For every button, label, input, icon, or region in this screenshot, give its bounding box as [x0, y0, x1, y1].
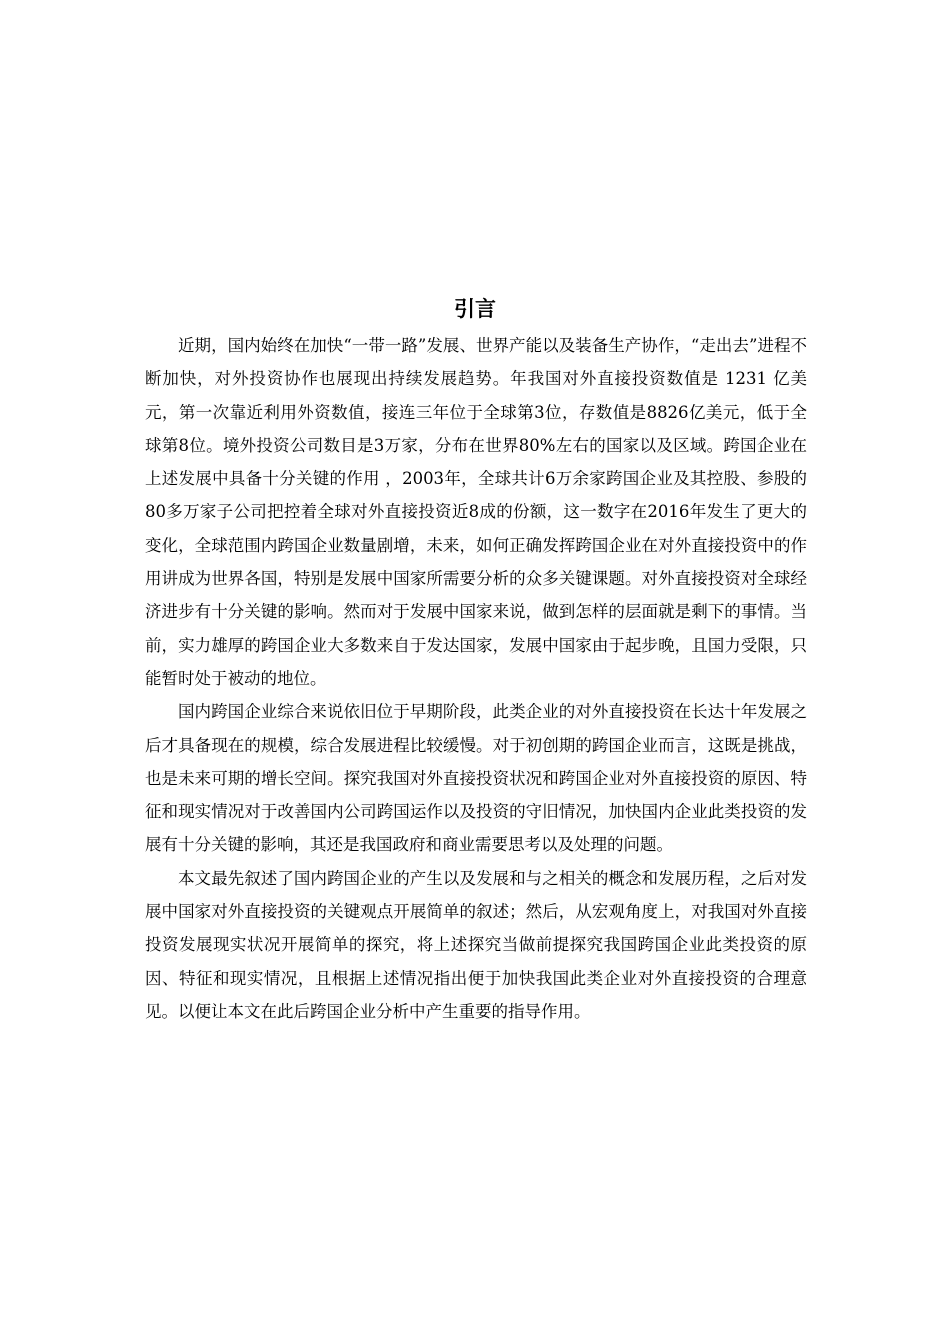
paragraph-1: 近期，国内始终在加快“一带一路”发展、世界产能以及装备生产协作，“走出去”进程不断加快，对外投资协作也展现出持续发展趋势。年我国对外直接投资数值是 1231 亿美元，第一次靠近利用外资数值，接连三年位于全球第3位，存数值是8826亿美元，低于全球第8位。境外投资公司数目是3万家，分布在世界80%左右的国家以及区域。跨国企业在上述发展中具备十分关键的作用 ，2003年，全球共计6万余家跨国企业及其控股、参股的80多万家子公司把控着全球对外直接投资近8成的份额，这一数字在2016年发生了更大的变化，全球范围内跨国企业数量剧增，未来，如何正确发挥跨国企业在对外直接投资中的作用讲成为世界各国，特别是发展中国家所需要分析的众多关键课题。对外直接投资对全球经济进步有十分关键的影响。然而对于发展中国家来说，做到怎样的层面就是剩下的事情。当前，实力雄厚的跨国企业大多数来自于发达国家，发展中国家由于起步晚，且国力受限，只能暂时处于被动的地位。	[145, 336, 807, 688]
paragraph-3: 本文最先叙述了国内跨国企业的产生以及发展和与之相关的概念和发展历程，之后对发展中国家对外直接投资的关键观点开展简单的叙述；然后，从宏观角度上，对我国对外直接投资发展现实状况开展简单的探究，将上述探究当做前提探究我国跨国企业此类投资的原因、特征和现实情况，且根据上述情况指出便于加快我国此类企业对外直接投资的合理意见。以便让本文在此后跨国企业分析中产生重要的指导作用。	[145, 868, 807, 1021]
body-text	[145, 329, 807, 1028]
section-title: 引言	[454, 297, 496, 321]
paragraph-2: 国内跨国企业综合来说依旧位于早期阶段，此类企业的对外直接投资在长达十年发展之后才具备现在的规模，综合发展进程比较缓慢。对于初创期的跨国企业而言，这既是挑战，也是未来可期的增长空间。探究我国对外直接投资状况和跨国企业对外直接投资的原因、特征和现实情况对于改善国内公司跨国运作以及投资的守旧情况，加快国内企业此类投资的发展有十分关键的影响，其还是我国政府和商业需要思考以及处理的问题。	[145, 702, 807, 855]
